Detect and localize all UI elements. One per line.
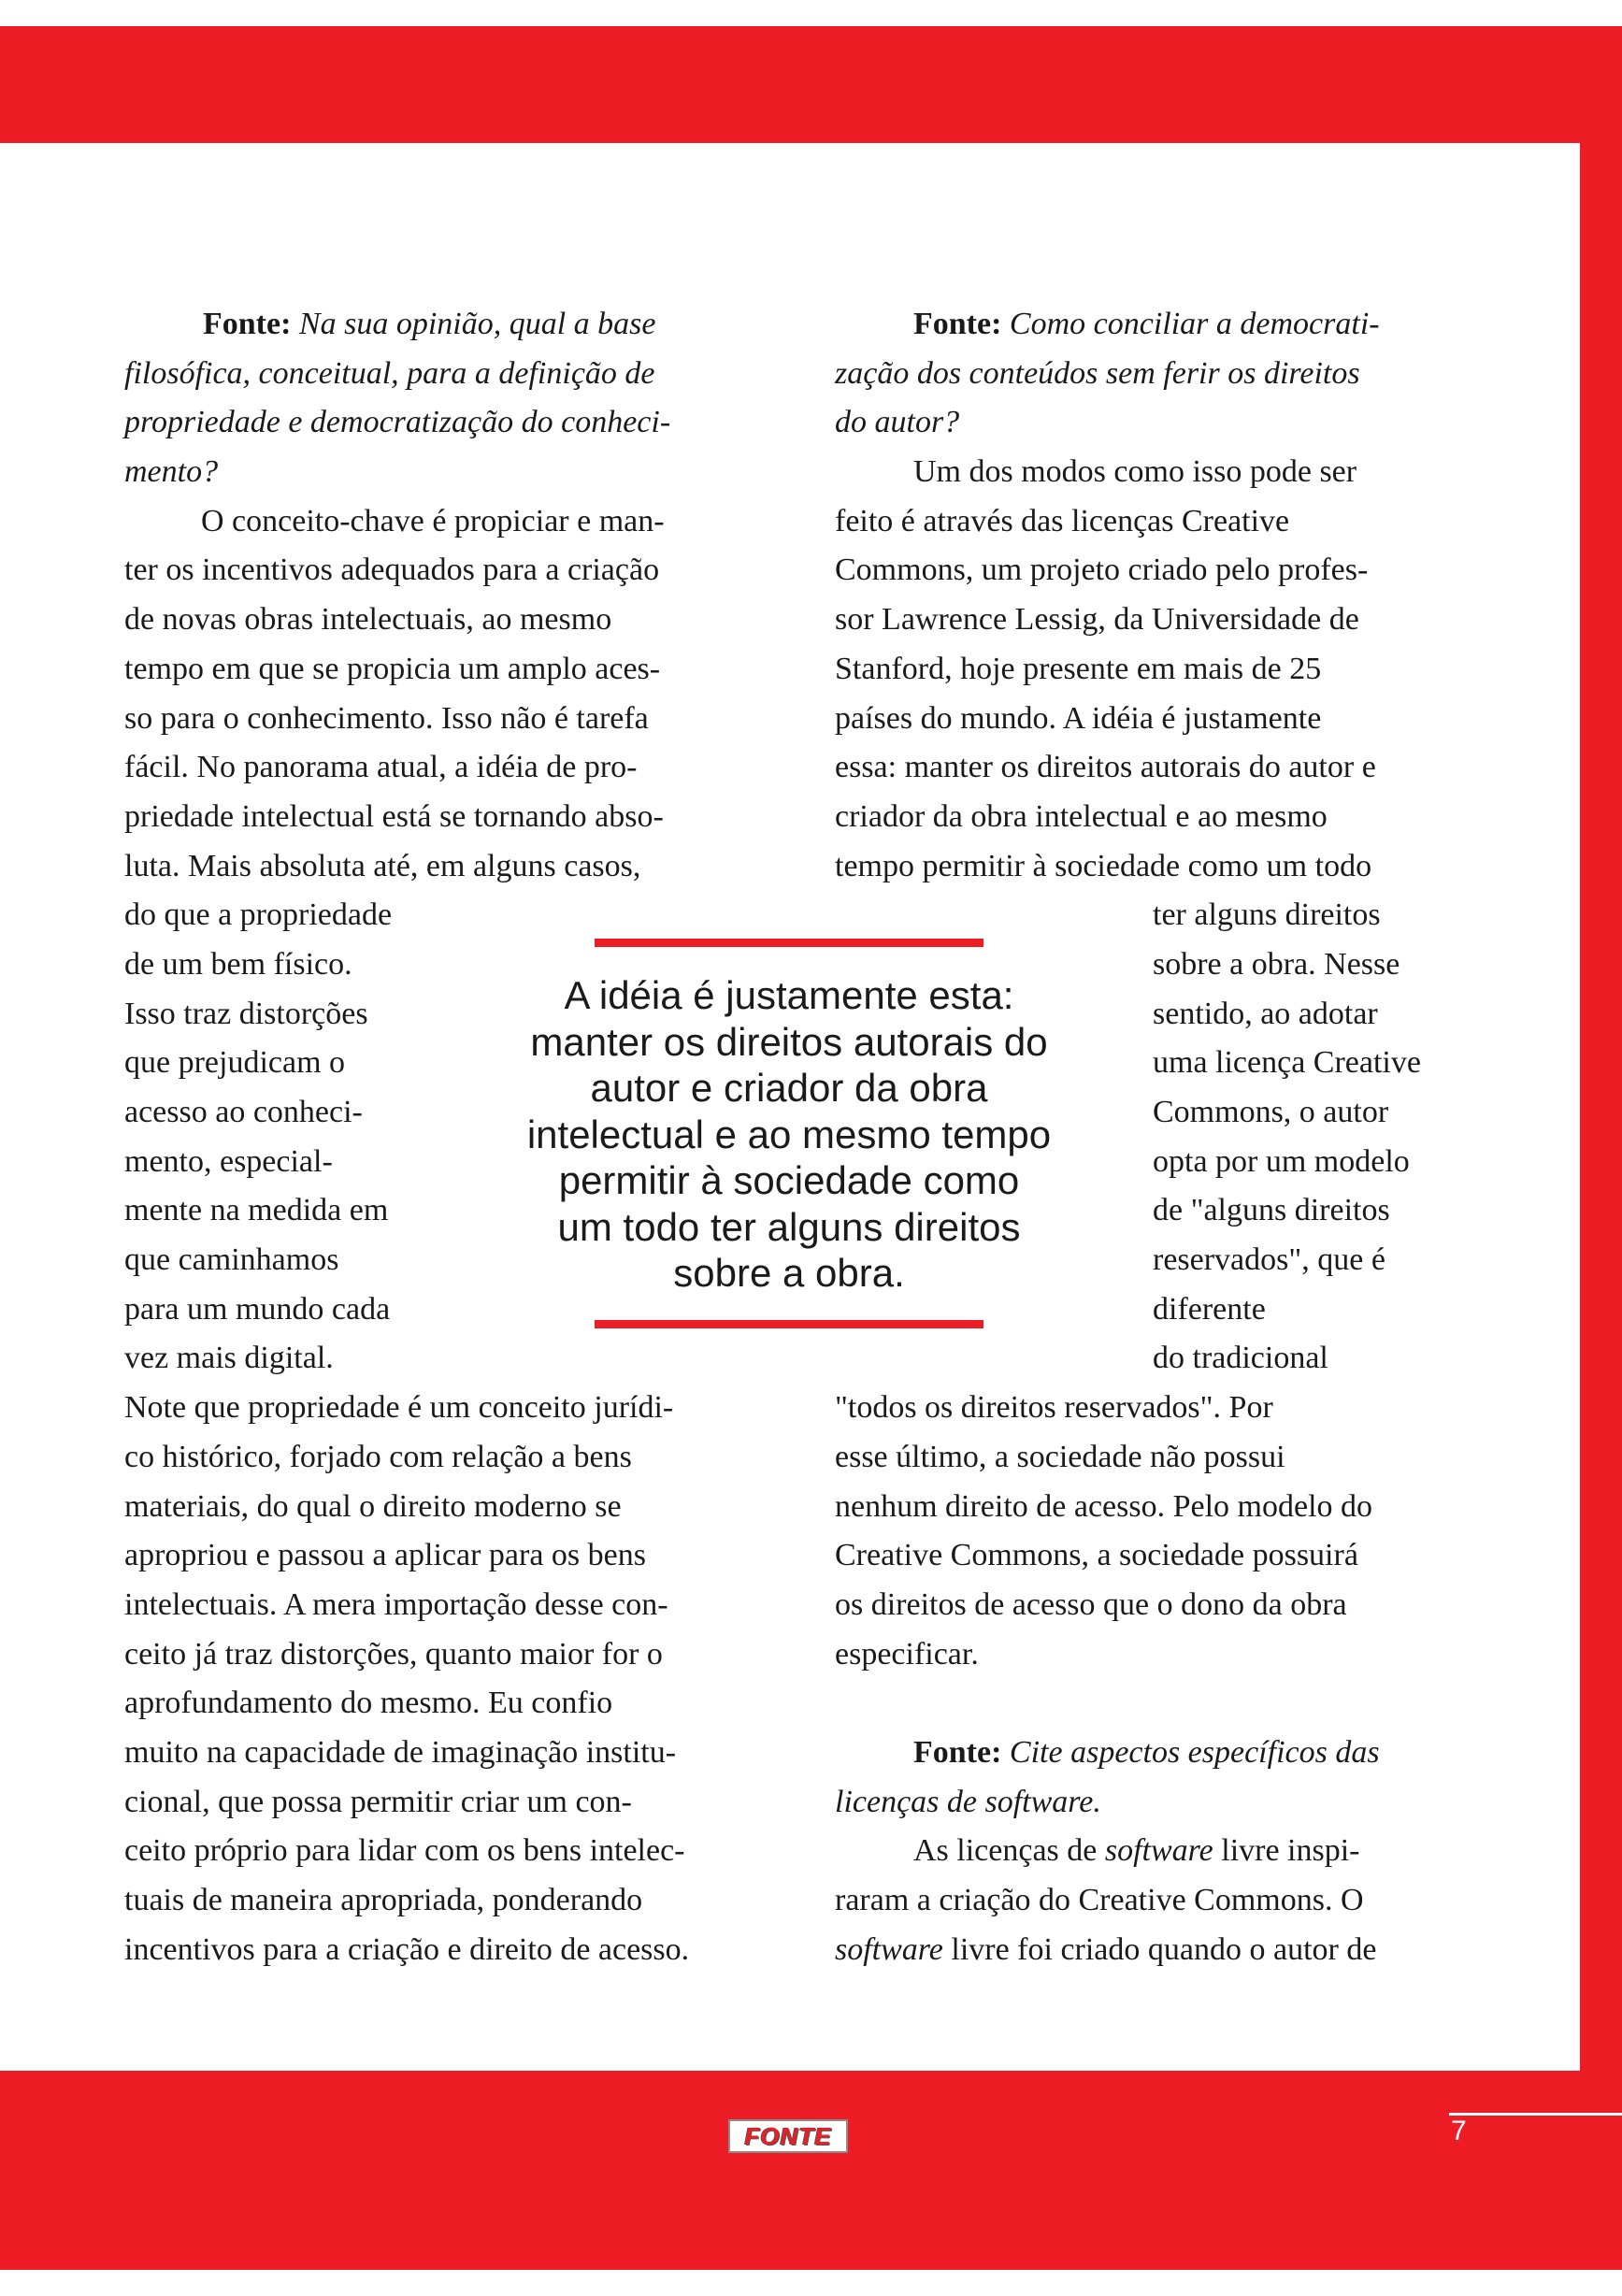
question-text: propriedade e democratização do conheci- <box>124 405 671 440</box>
right-red-band <box>1580 26 1622 2270</box>
text-line: que prejudicam o <box>124 1045 346 1081</box>
top-red-band <box>0 26 1622 143</box>
pull-quote-line: intelectual e ao mesmo tempo <box>526 1112 1052 1156</box>
text-line: tempo em que se propicia um amplo aces- <box>124 651 661 686</box>
text-line: materiais, do qual o direito moderno se <box>124 1488 622 1524</box>
text-line: esse último, a sociedade não possui <box>835 1439 1285 1474</box>
text-line: de novas obras intelectuais, ao mesmo <box>124 602 612 638</box>
text-line: nenhum direito de acesso. Pelo modelo do <box>835 1488 1373 1524</box>
text-line: do tradicional <box>1153 1341 1328 1376</box>
text-line: acesso ao conheci- <box>124 1095 363 1129</box>
question-text: Como conciliar a democrati- <box>1001 307 1380 341</box>
text-line: ter alguns direitos <box>1153 897 1381 933</box>
question-label: Fonte: <box>913 307 1002 341</box>
answer-3-line <box>835 1827 1454 1876</box>
page-number-rule <box>1449 2113 1622 2116</box>
pull-quote-top-rule <box>595 939 983 947</box>
text-line: mento, especial- <box>124 1143 333 1179</box>
text-line: que caminhamos <box>124 1242 339 1278</box>
text-line: co histórico, forjado com relação a bens <box>124 1439 632 1474</box>
bottom-red-band <box>0 2071 1622 2270</box>
text-line: de um bem físico. <box>124 946 352 982</box>
text-line: para um mundo cada <box>124 1291 391 1327</box>
text-line: tempo permitir à sociedade como um todo <box>835 848 1372 883</box>
question-label: Fonte: <box>913 1734 1002 1770</box>
text-line: Stanford, hoje presente em mais de 25 <box>835 651 1322 686</box>
text-line: Note que propriedade é um conceito jurídi- <box>124 1390 674 1426</box>
pull-quote-line: autor e criador da obra <box>590 1066 988 1110</box>
text-line: cional, que possa permitir criar um con- <box>124 1784 632 1819</box>
text-line: do que a propriedade <box>124 897 393 933</box>
fonte-logo <box>728 2119 848 2153</box>
answer-text-emphasis: software <box>835 1931 943 1967</box>
text-line: ceito próprio para lidar com os bens intelec- <box>124 1833 685 1869</box>
question-text: Cite aspectos específicos das <box>1001 1734 1380 1770</box>
text-line: muito na capacidade de imaginação institu- <box>124 1734 677 1770</box>
pull-quote <box>505 972 1073 1297</box>
text-line: fácil. No panorama atual, a idéia de pro- <box>124 750 638 785</box>
logo-text: FONTE <box>744 2122 832 2150</box>
text-line: incentivos para a criação e direito de acesso. <box>124 1931 690 1967</box>
answer-3-line <box>835 1926 1454 1975</box>
text-line: tuais de maneira apropriada, ponderando <box>124 1883 643 1917</box>
question-text: licenças de software. <box>835 1784 1101 1819</box>
pull-quote-line: sobre a obra. <box>673 1251 905 1295</box>
text-line: Isso traz distorções <box>124 996 368 1031</box>
question-text: mento? <box>124 454 219 490</box>
text-line: essa: manter os direitos autorais do autor e <box>835 750 1376 785</box>
pull-quote-bottom-rule <box>595 1320 983 1328</box>
question-label: Fonte: <box>203 307 292 341</box>
answer-text: As licenças de <box>913 1833 1105 1869</box>
text-line: Creative Commons, a sociedade possuirá <box>835 1538 1358 1573</box>
answer-1-continued <box>124 1384 751 1974</box>
text-line: ceito já traz distorções, quanto maior for o <box>124 1636 663 1672</box>
text-line: países do mundo. A idéia é justamente <box>835 700 1322 736</box>
text-line: vez mais digital. <box>124 1341 334 1376</box>
text-line: Um dos modos como isso pode ser <box>913 454 1357 490</box>
text-line: sor Lawrence Lessig, da Universidade de <box>835 602 1359 638</box>
text-line: sentido, ao adotar <box>1153 996 1378 1031</box>
text-line: criador da obra intelectual e ao mesmo <box>835 798 1328 834</box>
text-line: diferente <box>1153 1291 1266 1327</box>
text-line: apropriou e passou a aplicar para os bens <box>124 1538 646 1573</box>
question-3 <box>835 1729 1454 1778</box>
text-line: sobre a obra. Nesse <box>1153 946 1400 982</box>
text-line: ter os incentivos adequados para a criação <box>124 552 660 588</box>
text-line: os direitos de acesso que o dono da obra <box>835 1586 1347 1622</box>
text-line: "todos os direitos reservados". Por <box>835 1390 1273 1426</box>
question-text: zação dos conteúdos sem ferir os direitos <box>835 355 1360 391</box>
text-line: aprofundamento do mesmo. Eu confio <box>124 1686 613 1721</box>
text-line: de "alguns direitos <box>1153 1193 1390 1228</box>
text-line: Commons, um projeto criado pelo profes- <box>835 552 1369 588</box>
text-line: O conceito-chave é propiciar e man- <box>201 503 665 538</box>
answer-text: livre inspi- <box>1213 1833 1360 1869</box>
answer-text-emphasis: software <box>1104 1833 1213 1869</box>
text-line: opta por um modelo <box>1153 1143 1410 1179</box>
pull-quote-line: permitir à sociedade como <box>558 1158 1020 1202</box>
question-2 <box>835 300 1454 350</box>
paragraph-gap <box>835 1679 1454 1729</box>
text-line: feito é através das licenças Creative <box>835 503 1290 538</box>
text-line: especificar. <box>835 1636 979 1672</box>
text-line: intelectuais. A mera importação desse con- <box>124 1586 668 1622</box>
question-text: filosófica, conceitual, para a definição de <box>124 355 655 391</box>
pull-quote-line: manter os direitos autorais do <box>530 1019 1048 1064</box>
text-line: priedade intelectual está se tornando abso- <box>124 798 664 834</box>
question-1 <box>124 300 751 350</box>
pull-quote-line: um todo ter alguns direitos <box>557 1204 1021 1249</box>
page-number: 7 <box>1451 2116 1467 2146</box>
pull-quote-line: A idéia é justamente esta: <box>564 973 1014 1017</box>
text-line: uma licença Creative <box>1153 1045 1421 1081</box>
text-line: luta. Mais absoluta até, em alguns casos, <box>124 848 641 883</box>
answer-text: livre foi criado quando o autor de <box>942 1931 1377 1967</box>
text-line: so para o conhecimento. Isso não é tarefa <box>124 700 649 736</box>
text-line: mente na medida em <box>124 1193 389 1228</box>
question-text: do autor? <box>835 405 960 440</box>
text-line: reservados", que é <box>1153 1242 1385 1278</box>
text-line: Commons, o autor <box>1153 1095 1389 1129</box>
answer-3-line: raram a criação do Creative Commons. O <box>835 1883 1364 1917</box>
question-text: Na sua opinião, qual a base <box>291 307 656 341</box>
